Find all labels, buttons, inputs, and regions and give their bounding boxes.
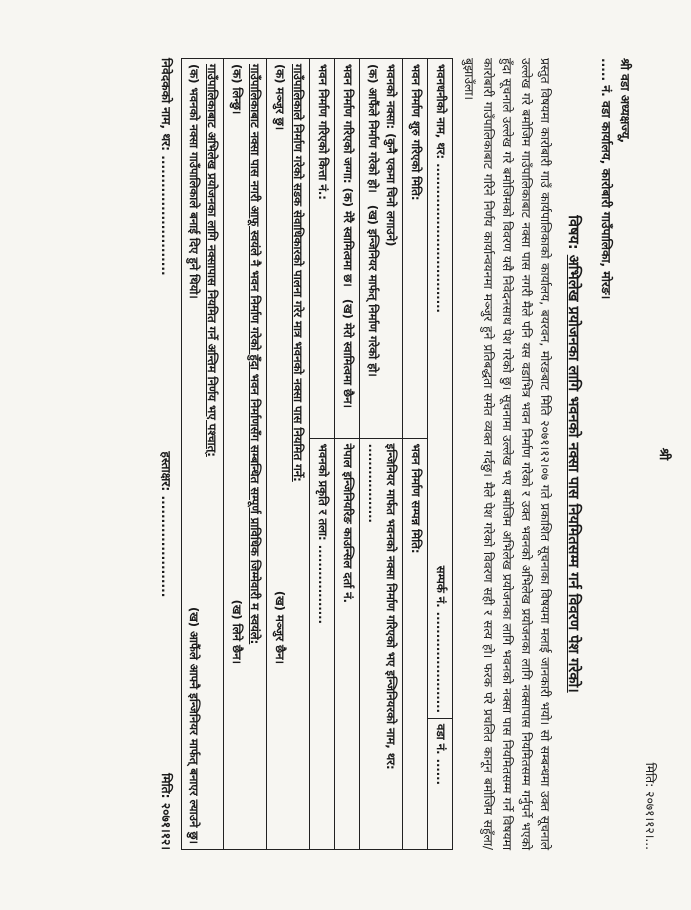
responsibility-option-b: (ख) लिने छैन। <box>230 599 245 664</box>
road-option-a: (क) मञ्जुर छु। <box>273 64 288 131</box>
road-question: गाउँपालिकाले निर्माण गरेको सडक सेवाधिकारको पालना गरेर मात्र भवनको नक्सा पास नियमित गर्ने: <box>291 64 306 482</box>
land-option-a: (क) मेरै स्वामित्वमा छ। <box>341 187 356 287</box>
table-row <box>403 59 428 850</box>
land-cell <box>335 59 360 439</box>
owner-contact-cell <box>428 59 453 719</box>
nec-registration-field: नेपाल इन्जिनियरिङ काउन्सिल दर्ता नं. <box>335 438 360 849</box>
signature-row <box>156 58 175 850</box>
applicant-name-field: निवेदकको नाम, थर: .......................... <box>158 58 173 276</box>
map-option-b: (ख) इन्जिनियर मार्फत् निर्माण गरेको हो। <box>366 204 381 377</box>
map-cell <box>360 59 403 439</box>
land-option-b: (ख) मेरो स्वामित्वमा छैन। <box>341 298 356 409</box>
map-label: भवनको नक्सा: (कुनै एकमा चिनो लगाउने) <box>384 64 399 247</box>
table-row <box>267 59 310 850</box>
shri-heading: श्री <box>656 447 671 461</box>
table-row <box>335 59 360 850</box>
address-line-1: श्री वडा अध्यक्षज्यू, <box>617 58 632 144</box>
complete-date-field: भवन निर्माण सम्पन्न मिति: <box>403 438 428 849</box>
footer-date: मिति: २०७१।१२। <box>158 773 173 850</box>
start-date-field: भवन निर्माण शुरु गरिएको मिति: <box>403 59 428 439</box>
responsibility-cell <box>224 59 267 850</box>
owner-name-field: भवनधनीको नाम, थर: .................................. <box>434 64 449 313</box>
road-cell <box>267 59 310 850</box>
final-decision-question: गाउँपालिकाबाट अभिलेख प्रयोजनका लागि नक्सापास नियमित गर्ने अन्तिम निर्णय भए पश्चात्: <box>205 64 220 457</box>
subject-label: विषय: <box>565 215 582 250</box>
map-option-a: (क) आफैंले निर्माण गरेको हो। <box>366 64 381 193</box>
table-row <box>224 59 267 850</box>
responsibility-option-a: (क) लिन्छु। <box>230 64 245 115</box>
engineer-design-field: इन्जिनियर मार्फत भवनको नक्सा निर्माण गरिएको भए इन्जिनियरको नाम, थर: .................. <box>360 438 403 849</box>
final-option-b: (ख) आफैंले आफ्नै इन्जिनियर मार्फत् बनाएर ल्याउने छु। <box>187 606 202 844</box>
table-row <box>310 59 335 850</box>
contact-field: सम्पर्क नं. ....................... <box>434 565 449 713</box>
responsibility-question: गाउँपालिकाबाट नक्सा पास नगरी आफू स्वयंले नै भवन निर्माण गरेको हुँदा भवन निर्माणसँग सम्बन्धित सम्पूर्ण प्राविधिक जिम्मेवारी म स्वयंले: <box>248 64 263 645</box>
final-decision-cell <box>181 59 224 850</box>
kitta-field: भवन निर्माण गरिएको कित्ता नं.: <box>310 59 335 439</box>
table-row <box>428 59 453 850</box>
top-date: मिति: २०७१।१२।... <box>642 762 657 850</box>
table-row <box>360 59 403 850</box>
land-label: भवन निर्माण गरिएको जग्गा: <box>341 64 356 184</box>
table-row <box>181 59 224 850</box>
signature-field: हस्ताक्षर: ...................... <box>158 451 173 598</box>
road-option-b: (ख) मञ्जुर छैन। <box>273 590 288 664</box>
subject-line <box>562 58 584 850</box>
final-option-a: (क) भवनको नक्सा गाउँपालिकाले बनाई दिए हुने थियो। <box>187 64 202 299</box>
address-line-2: ..... नं. वडा कार्यालय, कारोबारी गाउँपालिका, मोरङ। <box>599 58 614 300</box>
ward-field: वडा नं. ...... <box>428 719 453 850</box>
body-paragraph: प्रस्तुत विषयमा कारोबारी गाउँ कार्यपालिकाको कार्यालय, बयरवन, मोरङबाट मिति २०७१।१२।०७ गते प्रकाशित सूचनाका विषयमा मलाई जानकारी भयो। सो सम्बन्धमा उक्त सूचनाले उल्लेख गरे बमोजिम गाउँपालिकाबाट नक्सा पास नगरी मैले पनि यस वडाभित्र भवन निर्माण गरेको र उक्त भवनको अभिलेख प्रयोजनका लागि नक्सापास नियमितसम्म गर्नुपर्ने भएको हुँदा सूचनाले उल्लेख गरे बमोजिमको विवरण यसै निवेदनसाथ पेश गरेको छु। सूचनामा उल्लेख भए बमोजिम अभिलेख प्रयोजनका लागि भवनको नक्सा पास नियमितसम्म गर्ने विषयमा कारोबारी गाउँपालिकाबाट गरिने निर्णय कार्यान्वयनमा मञ्जुर हुने प्रतिबद्धता समेत व्यक्त गर्दछु। मैले पेश गरेको विवरण सही र सत्य हो। फरक परे प्रचलित कानून बमोजिम सहुँला/बुझाउँला। <box>462 58 552 850</box>
nature-field: भवनको प्रकृति र तला: .................. <box>310 438 335 849</box>
details-table <box>181 58 454 850</box>
subject-text: अभिलेख प्रयोजनका लागि भवनको नक्सा पास नियमितसम्म गर्न विवरण पेश गरेको। <box>565 254 582 693</box>
